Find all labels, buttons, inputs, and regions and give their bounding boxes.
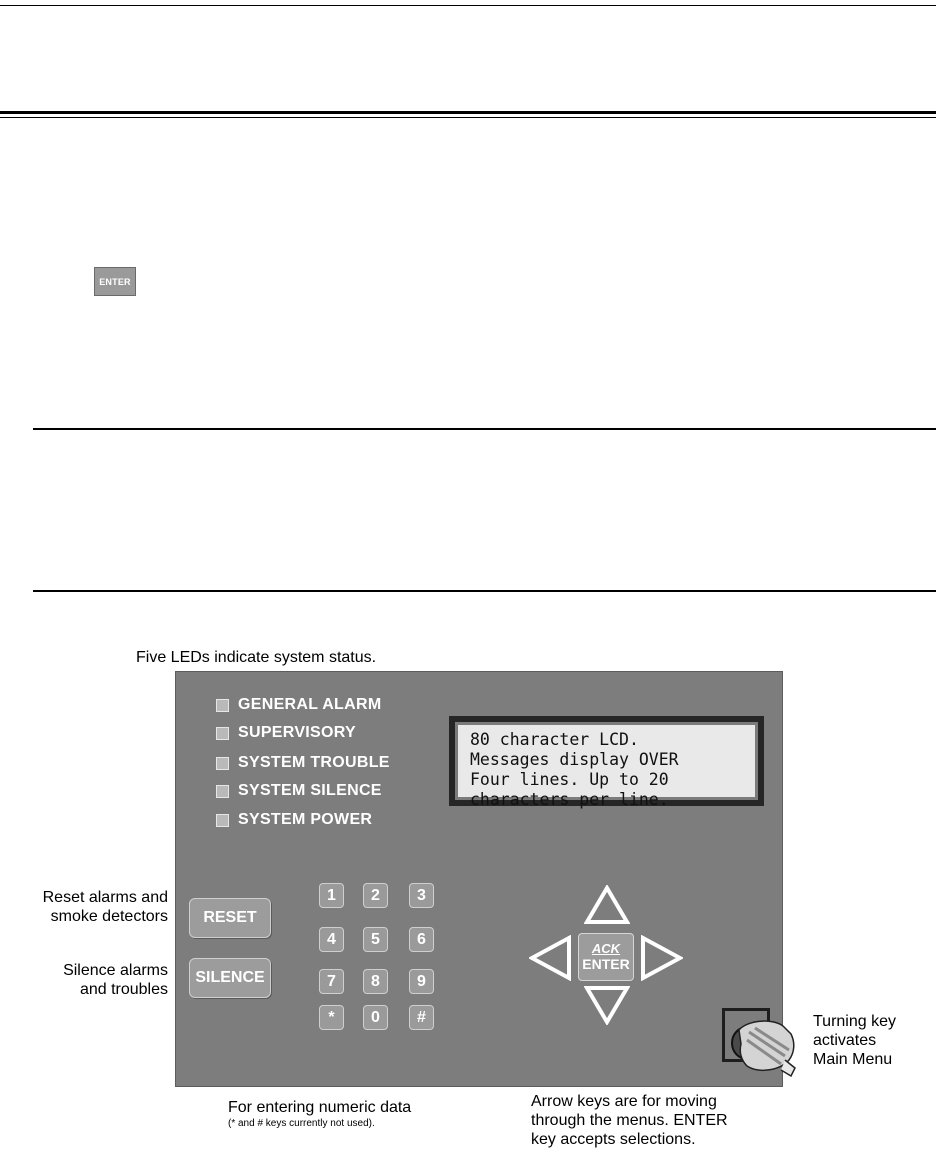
caption-arrows-line3: key accepts selections. (531, 1131, 696, 1148)
arrow-up-button[interactable] (584, 885, 630, 925)
led-label: SYSTEM POWER (238, 811, 373, 828)
lcd-line: characters per line. (470, 790, 669, 809)
led-system-silence (216, 782, 382, 800)
heading-rule-thin (0, 117, 936, 118)
caption-key-line2: activates (813, 1032, 877, 1049)
keypad-key-3[interactable]: 3 (409, 883, 434, 908)
ack-enter-button[interactable] (578, 933, 634, 981)
caption-numeric-line1: For entering numeric data (228, 1099, 412, 1116)
led-label: SUPERVISORY (238, 724, 357, 741)
ack-label: ACK (591, 941, 621, 956)
arrow-right-icon (643, 938, 680, 978)
led-label: SYSTEM TROUBLE (238, 754, 390, 771)
heading-rule-thick (0, 111, 936, 114)
keypad-key-hash[interactable]: # (409, 1005, 434, 1030)
enter-label: ENTER (582, 956, 630, 972)
reset-button[interactable]: RESET (189, 898, 271, 938)
keypad-key-star[interactable]: * (319, 1005, 344, 1030)
caption-numeric-sub: (* and # keys currently not used). (228, 1118, 375, 1129)
lcd-line: Messages display OVER (470, 750, 679, 769)
led-indicator-icon (216, 727, 229, 740)
note-rule-top (33, 428, 936, 430)
caption-arrows-line1: Arrow keys are for moving (531, 1093, 717, 1110)
lcd-line: 80 character LCD. (470, 730, 639, 749)
arrow-down-button[interactable] (584, 985, 630, 1025)
caption-reset-line1: Reset alarms and (42, 889, 168, 906)
caption-numeric (228, 1098, 411, 1117)
silence-button[interactable]: SILENCE (189, 958, 271, 998)
led-indicator-icon (216, 757, 229, 770)
caption-key-line1: Turning key (813, 1013, 896, 1030)
led-system-trouble (216, 754, 390, 772)
lcd-display-frame (449, 716, 764, 809)
led-indicator-icon (216, 814, 229, 827)
caption-key (813, 1012, 896, 1069)
keypad-key-4[interactable]: 4 (319, 927, 344, 952)
lcd-display (455, 722, 758, 809)
keypad-key-1[interactable]: 1 (319, 883, 344, 908)
caption-reset-line2: smoke detectors (50, 908, 168, 925)
top-rule (0, 5, 936, 6)
note-rule-bottom (33, 590, 936, 592)
caption-silence (63, 961, 168, 999)
keypad-key-2[interactable]: 2 (363, 883, 388, 908)
keypad-key-0[interactable]: 0 (363, 1005, 388, 1030)
led-general-alarm (216, 696, 381, 714)
caption-leds: Five LEDs indicate system status. (136, 649, 377, 666)
lcd-line: Four lines. Up to 20 (470, 770, 669, 789)
key-icon (725, 1012, 805, 1080)
caption-key-line3: Main Menu (813, 1051, 893, 1068)
led-label: SYSTEM SILENCE (238, 782, 382, 799)
arrow-up-icon (587, 888, 627, 922)
keypad-key-9[interactable]: 9 (409, 969, 434, 994)
caption-arrows-line2: through the menus. ENTER (531, 1112, 728, 1129)
caption-arrows (531, 1092, 728, 1149)
caption-silence-line2: and troubles (79, 981, 168, 998)
keypad-key-7[interactable]: 7 (319, 969, 344, 994)
arrow-left-button[interactable] (529, 935, 573, 981)
led-indicator-icon (216, 699, 229, 712)
led-supervisory (216, 724, 356, 742)
led-label: GENERAL ALARM (238, 696, 382, 713)
keypad-key-6[interactable]: 6 (409, 927, 434, 952)
led-system-power (216, 811, 372, 829)
caption-silence-line1: Silence alarms (63, 962, 168, 979)
caption-reset (43, 888, 168, 926)
arrow-right-button[interactable] (639, 935, 683, 981)
keypad-key-5[interactable]: 5 (363, 927, 388, 952)
arrow-left-icon (532, 938, 569, 978)
keypad-key-8[interactable]: 8 (363, 969, 388, 994)
arrow-down-icon (587, 988, 627, 1022)
enter-key-inline-icon: ENTER (94, 267, 136, 296)
led-indicator-icon (216, 785, 229, 798)
control-panel (175, 671, 783, 1087)
